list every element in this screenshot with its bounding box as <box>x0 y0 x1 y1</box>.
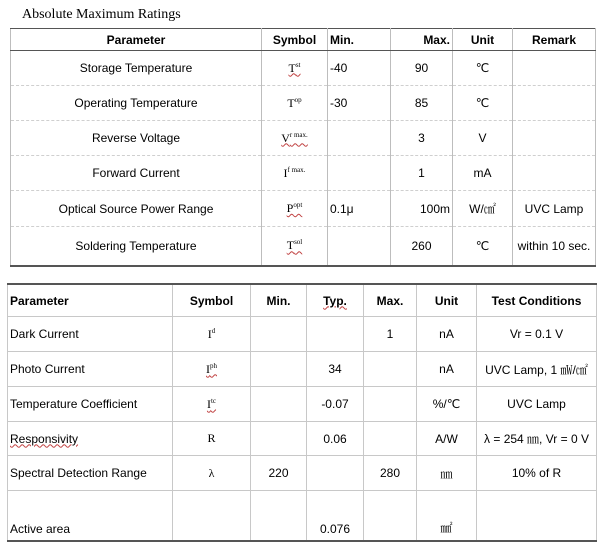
cell-min: 220 <box>251 456 307 491</box>
cell-min <box>251 352 307 387</box>
col-header-test-conditions: Test Conditions <box>477 284 597 317</box>
cell-min: 0.1μ <box>328 191 391 227</box>
cell-unit: A/W <box>417 422 477 456</box>
col-header-remark: Remark <box>513 29 596 51</box>
section-title: Absolute Maximum Ratings <box>22 7 181 22</box>
symbol-main: λ <box>208 465 215 480</box>
cell-min <box>328 156 391 191</box>
cell-symbol <box>262 51 328 86</box>
table-row <box>11 191 596 227</box>
cell-typ <box>307 317 364 352</box>
symbol-main: I <box>206 396 211 411</box>
col-header-max: Max. <box>391 29 453 51</box>
cell-max: 100m <box>391 191 453 227</box>
symbol-sub: ph <box>210 361 217 370</box>
cell-remark <box>513 156 596 191</box>
col-header-max: Max. <box>364 284 417 317</box>
cell-symbol <box>173 317 251 352</box>
cell-test-conditions: Vr = 0.1 V <box>477 317 597 352</box>
table2-header-row <box>8 284 597 317</box>
cell-symbol <box>262 227 328 266</box>
table-row <box>11 51 596 86</box>
cell-unit: W/㎠ <box>453 191 513 227</box>
cell-max: 85 <box>391 86 453 121</box>
symbol-main: P <box>286 201 294 215</box>
cell-parameter: Responsivity <box>8 422 173 456</box>
col-header-symbol: Symbol <box>173 284 251 317</box>
cell-max <box>364 491 417 541</box>
cell-unit: nA <box>417 317 477 352</box>
cell-unit: ℃ <box>453 51 513 86</box>
cell-min <box>328 121 391 156</box>
cell-symbol <box>262 86 328 121</box>
cell-test-conditions <box>477 491 597 541</box>
cell-parameter: Active area <box>8 491 173 541</box>
col-header-typ: Typ. <box>307 284 364 317</box>
cell-parameter: Soldering Temperature <box>11 227 262 266</box>
table1-header-row <box>11 29 596 51</box>
cell-max: 280 <box>364 456 417 491</box>
cell-symbol <box>173 387 251 422</box>
cell-max: 3 <box>391 121 453 156</box>
table-row <box>8 387 597 422</box>
col-header-min: Min. <box>251 284 307 317</box>
col-header-symbol: Symbol <box>262 29 328 51</box>
cell-unit: V <box>453 121 513 156</box>
cell-test-conditions: UVC Lamp <box>477 387 597 422</box>
cell-parameter: Operating Temperature <box>11 86 262 121</box>
cell-typ: -0.07 <box>307 387 364 422</box>
symbol-sub: r max. <box>289 130 308 139</box>
cell-min <box>328 227 391 266</box>
col-header-parameter: Parameter <box>11 29 262 51</box>
table-row <box>11 156 596 191</box>
symbol-main: I <box>283 165 288 180</box>
symbol-main: R <box>207 431 216 445</box>
cell-parameter: Spectral Detection Range <box>8 456 173 491</box>
cell-min: -40 <box>328 51 391 86</box>
symbol-main: I <box>207 326 212 341</box>
table-row <box>8 352 597 387</box>
table-row <box>8 317 597 352</box>
cell-parameter: Storage Temperature <box>11 51 262 86</box>
cell-unit: ㎟ <box>417 491 477 541</box>
cell-test-conditions: UVC Lamp, 1 ㎽/㎠ <box>477 352 597 387</box>
col-header-parameter: Parameter <box>8 284 173 317</box>
cell-symbol <box>173 456 251 491</box>
cell-test-conditions: 10% of R <box>477 456 597 491</box>
cell-parameter: Photo Current <box>8 352 173 387</box>
cell-test-conditions: λ = 254 ㎚, Vr = 0 V <box>477 422 597 456</box>
col-header-min: Min. <box>328 29 391 51</box>
symbol-main: T <box>288 60 296 75</box>
cell-max <box>364 387 417 422</box>
cell-unit: %/℃ <box>417 387 477 422</box>
cell-min <box>251 491 307 541</box>
cell-parameter: Dark Current <box>8 317 173 352</box>
cell-remark <box>513 51 596 86</box>
cell-symbol <box>262 156 328 191</box>
cell-unit: ℃ <box>453 86 513 121</box>
cell-symbol <box>173 352 251 387</box>
symbol-sub: d <box>211 326 216 335</box>
table-row <box>11 227 596 266</box>
cell-min: -30 <box>328 86 391 121</box>
cell-max: 90 <box>391 51 453 86</box>
absolute-maximum-ratings-table <box>10 28 596 267</box>
symbol-sub: op <box>294 95 302 104</box>
cell-min <box>251 387 307 422</box>
table-row <box>8 456 597 491</box>
cell-max: 260 <box>391 227 453 266</box>
symbol-sub: opt <box>293 201 303 209</box>
cell-remark: UVC Lamp <box>513 191 596 227</box>
cell-remark <box>513 121 596 156</box>
cell-symbol <box>173 422 251 456</box>
cell-remark: within 10 sec. <box>513 227 596 266</box>
symbol-main: I <box>206 361 210 376</box>
symbol-sub: f max. <box>287 165 306 174</box>
symbol-main: T <box>287 95 295 110</box>
table-row <box>8 491 597 541</box>
cell-symbol <box>262 191 328 227</box>
cell-remark <box>513 86 596 121</box>
cell-parameter: Reverse Voltage <box>11 121 262 156</box>
symbol-sub: st <box>295 60 301 69</box>
symbol-sub: sol <box>294 238 303 247</box>
cell-typ <box>307 456 364 491</box>
table-row <box>11 86 596 121</box>
symbol-main: T <box>286 238 295 253</box>
table-row <box>11 121 596 156</box>
cell-unit: ㎚ <box>417 456 477 491</box>
cell-max: 1 <box>364 317 417 352</box>
symbol-main: V <box>281 130 290 145</box>
cell-typ: 0.06 <box>307 422 364 456</box>
col-header-unit: Unit <box>453 29 513 51</box>
cell-unit: ℃ <box>453 227 513 266</box>
cell-min <box>251 422 307 456</box>
cell-typ: 34 <box>307 352 364 387</box>
table-row <box>8 422 597 456</box>
cell-symbol <box>173 491 251 541</box>
cell-max: 1 <box>391 156 453 191</box>
col-header-unit: Unit <box>417 284 477 317</box>
electro-optical-characteristics-table <box>7 283 597 542</box>
cell-typ: 0.076 <box>307 491 364 541</box>
cell-parameter: Temperature Coefficient <box>8 387 173 422</box>
cell-max <box>364 422 417 456</box>
cell-parameter: Forward Current <box>11 156 262 191</box>
cell-unit: nA <box>417 352 477 387</box>
symbol-sub: tc <box>210 396 217 405</box>
cell-unit: mA <box>453 156 513 191</box>
cell-max <box>364 352 417 387</box>
cell-min <box>251 317 307 352</box>
cell-symbol <box>262 121 328 156</box>
cell-parameter: Optical Source Power Range <box>11 191 262 227</box>
